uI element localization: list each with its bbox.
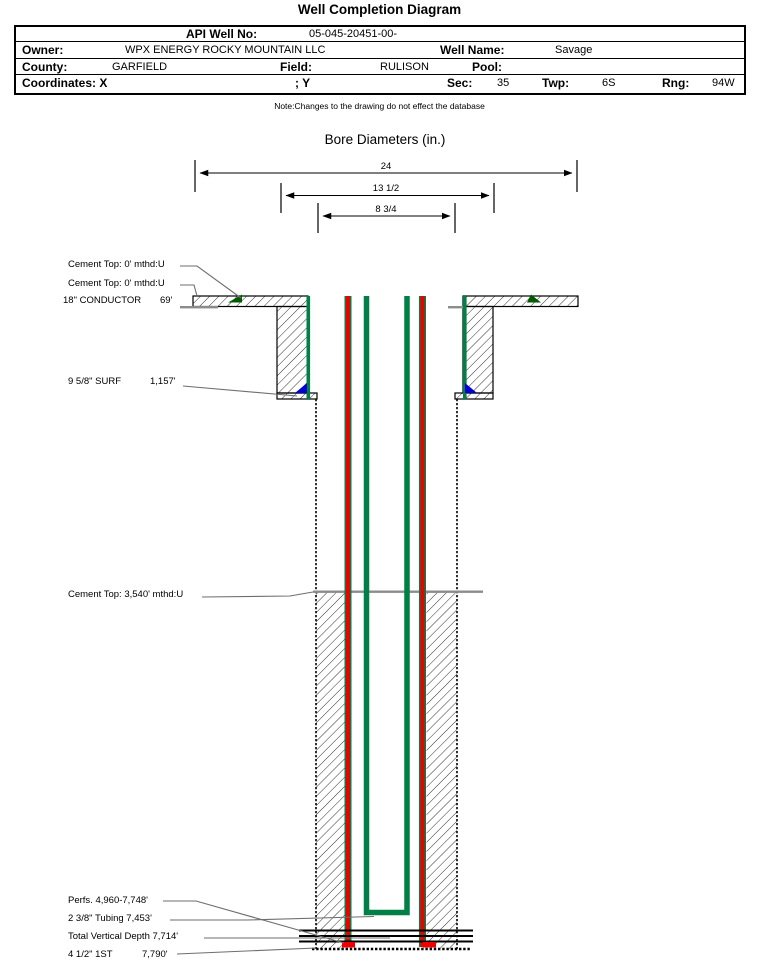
cement-top-3540-line [313, 591, 483, 593]
label-casing-1st-depth: 7,790' [142, 949, 168, 960]
label-conductor: 18" CONDUCTOR [63, 295, 142, 306]
label-conductor-depth: 69' [160, 295, 173, 306]
tubing-string [367, 296, 408, 913]
twp-value: 6S [602, 77, 616, 89]
surface-casing-left [307, 296, 311, 399]
sec-value: 35 [497, 77, 510, 89]
annotation-labels [63, 259, 183, 960]
field-label: Field: [280, 59, 312, 74]
label-surface-depth: 1,157' [150, 376, 176, 387]
well-name-label: Well Name: [440, 43, 505, 57]
surface-casing-right [463, 296, 467, 399]
production-cement-left [316, 592, 345, 949]
surface-cement-right [463, 307, 493, 394]
label-cement-top-1: Cement Top: 0' mthd:U [68, 259, 165, 270]
api-label: API Well No: [186, 27, 258, 41]
leader-cement-top-2 [180, 285, 197, 296]
label-tubing: 2 3/8" Tubing 7,453' [68, 913, 152, 924]
bore-diameters-group [195, 132, 577, 233]
leader-casing-1st [177, 948, 316, 954]
perf-marker-right [423, 942, 436, 948]
leader-cement-top-1 [180, 266, 241, 298]
dim-value-13-5: 13 1/2 [372, 183, 400, 194]
county-label: County: [22, 59, 68, 74]
pool-label: Pool: [472, 59, 502, 74]
coordinates-y-label: ; Y [295, 76, 311, 90]
field-value: RULISON [380, 60, 429, 73]
conductor-cement-right [463, 296, 578, 307]
label-tvd: Total Vertical Depth 7,714' [68, 931, 179, 942]
owner-label: Owner: [22, 43, 64, 57]
label-cement-top-3540: Cement Top: 3,540' mthd:U [68, 589, 184, 600]
rng-value: 94W [712, 77, 735, 89]
dim-value-24: 24 [380, 161, 392, 172]
surface-cement-left [277, 307, 308, 394]
county-value: GARFIELD [112, 60, 168, 73]
production-casing-left [346, 296, 350, 947]
label-cement-top-2: Cement Top: 0' mthd:U [68, 278, 165, 289]
label-surface-casing: 9 5/8" SURF [68, 376, 122, 387]
label-perfs: Perfs. 4,960-7,748' [68, 895, 148, 906]
database-note: Note:Changes to the drawing do not effect the database [274, 101, 485, 111]
surface-level-line-right [448, 306, 463, 308]
production-cement-right [427, 592, 458, 949]
twp-label: Twp: [542, 76, 570, 90]
sec-label: Sec: [447, 76, 473, 90]
owner-value: WPX ENERGY ROCKY MOUNTAIN LLC [125, 44, 326, 56]
coordinates-label: Coordinates: X [22, 76, 108, 90]
well-name-value: Savage [555, 44, 593, 56]
surface-shoe-ledge-right [455, 393, 493, 399]
dim-value-8-75: 8 3/4 [375, 204, 397, 215]
conductor-cement-left [193, 296, 308, 307]
label-casing-1st: 4 1/2" 1ST [68, 949, 113, 960]
rng-label: Rng: [662, 76, 690, 90]
cement-structure [193, 296, 578, 399]
leader-cement-top-3540 [202, 592, 313, 597]
page-title: Well Completion Diagram [297, 2, 462, 17]
production-casing-right [421, 296, 425, 947]
api-value: 05-045-20451-00- [309, 28, 398, 40]
surface-level-line-left [180, 306, 218, 308]
bore-diameters-title: Bore Diameters (in.) [324, 132, 446, 147]
